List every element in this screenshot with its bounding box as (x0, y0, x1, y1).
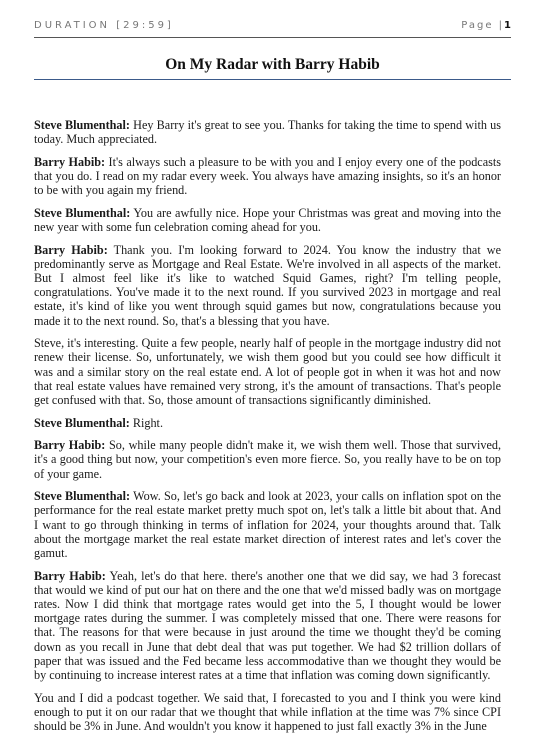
transcript-paragraph (34, 118, 501, 146)
transcript-paragraph (34, 489, 501, 560)
speaker-name: Steve Blumenthal: (34, 205, 131, 220)
transcript-paragraph (34, 416, 501, 430)
transcript-paragraph (34, 155, 501, 198)
speaker-name: Barry Habib: (34, 242, 108, 257)
paragraph-text: You are awfully nice. Hope your Christmas was great and moving into the new year with some fun celebration coming ahead for you. (34, 205, 501, 234)
paragraph-text: Wow. So, let's go back and look at 2023, your calls on inflation spot on the performance for the real estate market pretty much spot on, let's talk a little bit about that. And I want to go through thinking in terms of inflation for 2024, your thoughts around that. Talk about the mortgage market the real estate market direction of interest rates and let's cover the gamut. (34, 489, 501, 561)
paragraph-text: Thank you. I'm looking forward to 2024. You know the industry that we predominantly serve as Mortgage and Real Estate. We're involved in all aspects of the market. But I almost feel like it's like to watched Squid Games, right? I'm telling people, congratulations. You've made it to the next round. If you survived 2023 in mortgage and real estate, it's kind of like you went through squid games but now, congratulations because you made it to the next round. So, that's a blessing that you have. (34, 242, 501, 328)
speaker-name: Steve Blumenthal: (34, 489, 131, 504)
paragraph-text: Yeah, let's do that here. there's another one that we did say, we had 3 forecast that would we kind of put our hat on there and the one that we'd missed badly was on mortgage rates. Now I did think that mortgage rates would get into the 5, I thought would be lower mortgage rates during the summer. I was completely missed that one. There were reasons for that. The reasons for that were because in just around the time we thought they'd be coming down as you recall in June that debt deal that was put together. We had $2 trillion dollars of paper that was issued and the Fed became less accommodative than we thought they would be by continuing to increase interest rates at a time that inflation was coming down significantly. (34, 568, 501, 683)
speaker-name: Steve Blumenthal: (34, 415, 130, 430)
page-label: Page | (461, 20, 505, 31)
transcript-paragraph (34, 206, 501, 234)
transcript-paragraph (34, 691, 501, 734)
page-indicator (461, 20, 511, 31)
paragraph-text: Hey Barry it's great to see you. Thanks for taking the time to spend with us today. Much appreciated. (34, 118, 501, 147)
page-number: 1 (504, 20, 511, 31)
paragraph-text: It's always such a pleasure to be with you and I enjoy every one of the podcasts that you do. I read on my radar every week. You always have amazing insights, so it's an honor to be with you again my friend. (34, 154, 501, 198)
paragraph-text: Right. (129, 415, 163, 430)
document-title: On My Radar with Barry Habib (34, 56, 511, 80)
duration-label: DURATION [29:59] (34, 20, 174, 31)
transcript-paragraph (34, 569, 501, 683)
page-header (34, 20, 511, 38)
speaker-name: Barry Habib: (34, 568, 106, 583)
speaker-name: Barry Habib: (34, 438, 106, 453)
paragraph-text: You and I did a podcast together. We said that, I forecasted to you and I think you were kind enough to put it on our radar that we thought that while inflation at the time was 7% since CPI should be 3% in June. And wouldn't you know it happened to just fall exactly 3% in the June (34, 690, 501, 734)
paragraph-text: So, while many people didn't make it, we wish them well. Those that survived, it's a good thing but now, your competition's even more fierce. So, you really have to be on top of your game. (34, 438, 502, 481)
speaker-name: Steve Blumenthal: (34, 118, 130, 132)
speaker-name: Barry Habib: (34, 154, 106, 169)
transcript-paragraph (34, 243, 501, 328)
transcript-paragraph (34, 336, 501, 407)
transcript-paragraph (34, 438, 501, 481)
paragraph-text: Steve, it's interesting. Quite a few people, nearly half of people in the mortgage industry did not renew their license. So, unfortunately, we wish them good but you could see how difficult it was and a similar story on the real estate end. A lot of people got in when it was hot and now that real estate values have remained very strong, it's the amount of transactions. That's people get confused with that. So, those amount of transactions significantly diminished. (34, 336, 501, 408)
transcript-body (34, 118, 501, 742)
